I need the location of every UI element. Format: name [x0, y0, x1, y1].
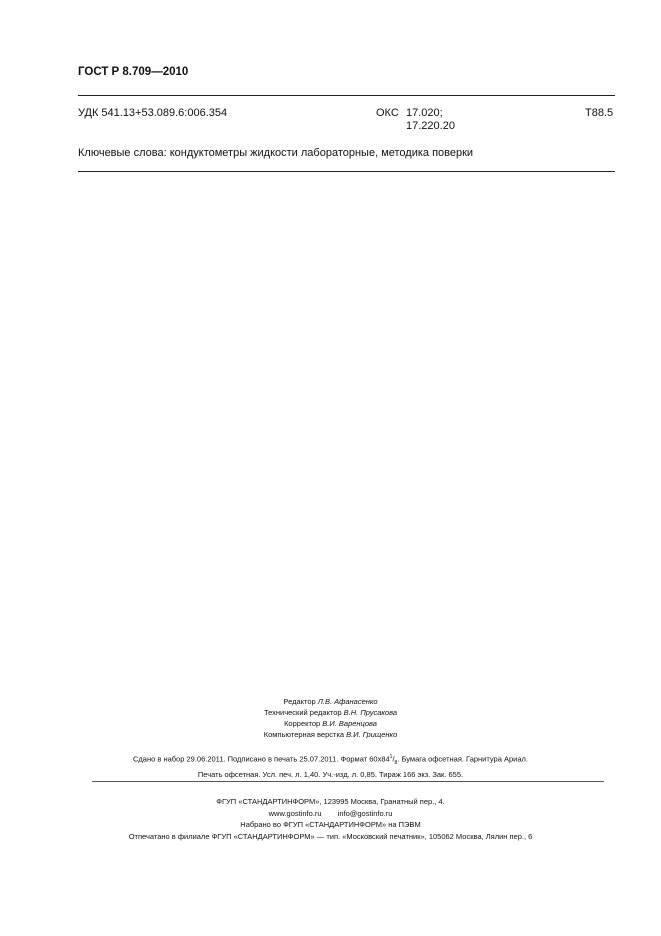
credit-name: В.И. Грищенко: [346, 730, 398, 739]
credit-name: В.И. Варенцова: [322, 719, 377, 728]
publication-text: . Бумага офсетная. Гарнитура Ариал.: [397, 754, 528, 764]
publication-text: Сдано в набор 29.06.2011. Подписано в печать 25.07.2011. Формат 60x84: [133, 754, 390, 764]
footer-block: [0, 796, 661, 842]
okstu-code: Т88.5: [585, 107, 614, 119]
credit-name: В.Н. Прусакова: [343, 708, 398, 717]
credit-role: Технический редактор: [263, 708, 342, 717]
top-rule: [78, 95, 615, 96]
email-link[interactable]: info@gostinfo.ru: [337, 808, 393, 818]
credits-block: [0, 696, 661, 740]
keywords: Ключевые слова: кондуктометры жидкости лабораторные, методика поверки: [78, 147, 474, 159]
website-link[interactable]: www.gostinfo.ru: [268, 808, 322, 818]
format-fraction-numerator: 1: [389, 754, 393, 760]
oks-code-1: 17.020;: [406, 107, 443, 119]
oks-code-2: 17.220.20: [406, 120, 455, 132]
keywords-rule: [78, 171, 615, 172]
credit-editor: [0, 696, 661, 707]
udk-code: УДК 541.13+53.089.6:006.354: [78, 107, 228, 119]
credit-tech-editor: [0, 707, 661, 718]
credit-role: Редактор: [283, 697, 316, 706]
typeset-note: Набрано во ФГУП «СТАНДАРТИНФОРМ» на ПЭВМ: [240, 820, 421, 829]
oks-label: ОКС: [376, 107, 399, 119]
credit-name: Л.В. Афанасенко: [317, 697, 378, 706]
contact-line: [0, 808, 661, 820]
credit-layout: [0, 729, 661, 740]
credit-role: Корректор: [284, 719, 321, 728]
publication-line-2: Печать офсетная. Усл. печ. л. 1,40. Уч.-изд. л. 0,85. Тираж 166 экз. Зак. 655.: [197, 770, 464, 779]
printed-note: Отпечатано в филиале ФГУП «СТАНДАРТИНФОРМ» — тип. «Московский печатник», 105062 Москва, Лялин пер., 6: [128, 831, 533, 841]
publication-line-1: Сдано в набор 29.06.2011. Подписано в печать 25.07.2011. Формат $60x84^1/_8$. Бумага офсетная. Гарнитура Ариал.: [133, 754, 528, 766]
publisher-address: ФГУП «СТАНДАРТИНФОРМ», 123995 Москва, Гранатный пер., 4.: [216, 797, 445, 806]
format-fraction-denominator: 8: [394, 760, 398, 766]
credit-proofreader: [0, 718, 661, 729]
credit-role: Компьютерная верстка: [263, 730, 345, 739]
publication-info: [0, 751, 661, 781]
footer-rule: [92, 781, 604, 782]
document-title: ГОСТ Р 8.709—2010: [78, 66, 189, 78]
